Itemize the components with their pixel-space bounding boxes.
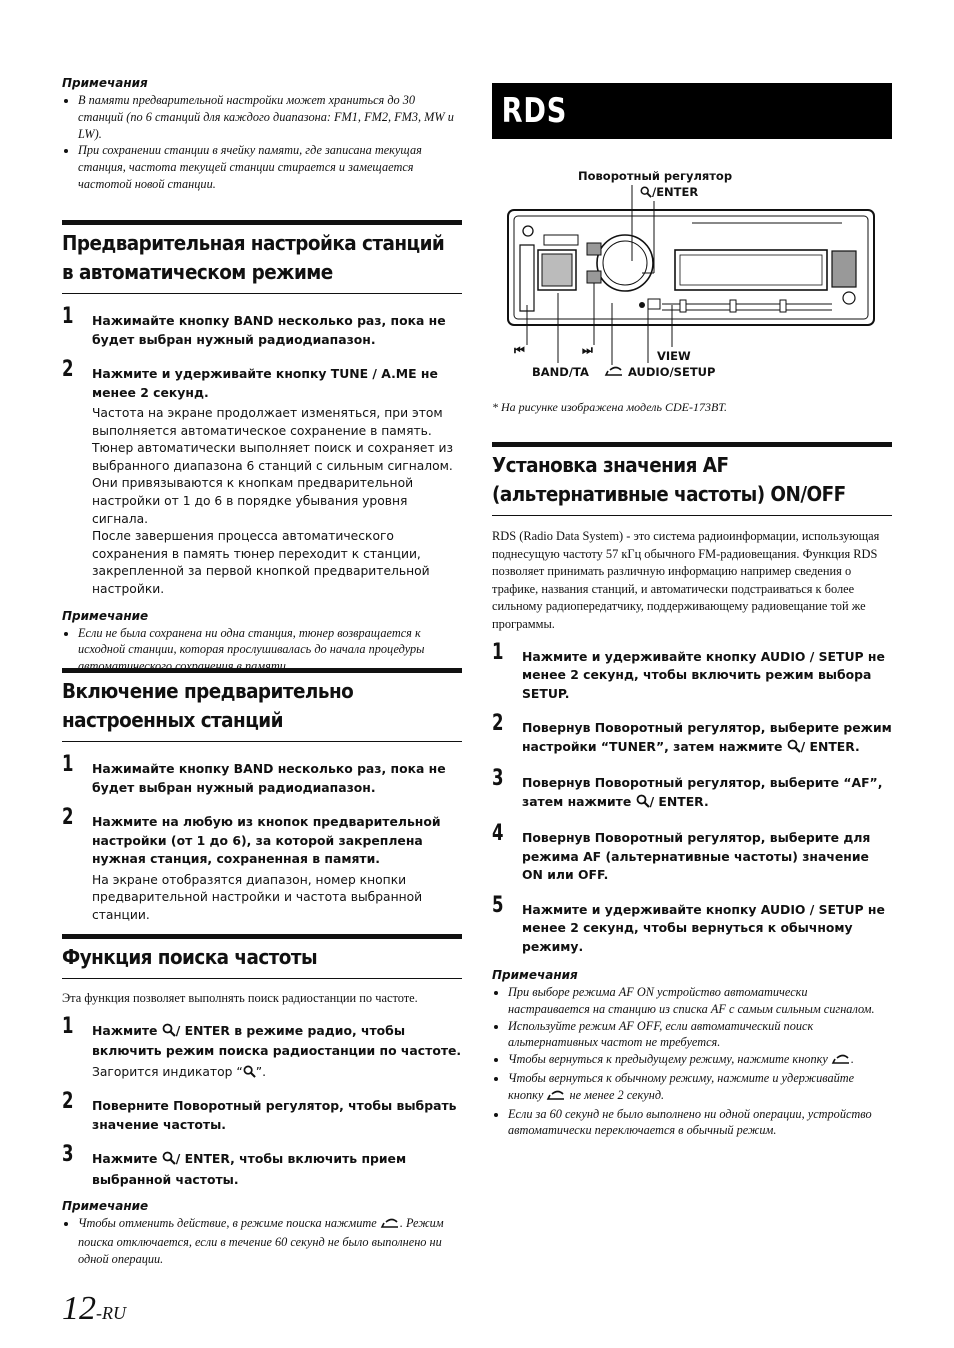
step-text: , выберите режим настройки “TUNER”, затем нажмите [522, 720, 892, 754]
note-list [492, 984, 892, 1139]
step-text: , чтобы включить прием выбранной частоты. [92, 1151, 407, 1187]
step-2 [62, 805, 462, 924]
note-list [62, 92, 462, 193]
step-text: не менее 2 секунд. [92, 366, 438, 400]
step-keyword: кнопок предварительной настройки (от 1 до 6) [92, 814, 441, 848]
note-list [62, 1215, 462, 1267]
step-2 [62, 357, 462, 599]
step-5 [492, 892, 892, 957]
step-text: несколько раз, пока не будет выбран нужный радиодиапазон. [92, 313, 446, 347]
search-icon [636, 794, 650, 814]
note-item: • В памяти предварительной настройки может храниться до 30 станций (по 6 станций для каждого диапазона: FM1, FM2, FM3, MW и LW). [78, 92, 462, 142]
step-1 [492, 639, 892, 704]
label-enter-text: /ENTER [652, 185, 699, 199]
step-detail [92, 1064, 462, 1084]
step-keyword: TUNE / A.ME [330, 366, 417, 381]
search-icon [162, 1023, 176, 1043]
step-text: Повернув [522, 775, 595, 791]
top-notes [62, 76, 462, 193]
section-af [492, 442, 892, 516]
step-number: 2 [62, 805, 74, 830]
auto-preset-steps [62, 304, 462, 675]
note-text: . [850, 1052, 854, 1067]
note-item: • Используйте режим AF OFF, если автоматический поиск альтернативных частот не требуется. [508, 1018, 892, 1052]
step-number: 1 [62, 1013, 74, 1039]
section-title: Функция поиска частоты [62, 945, 318, 969]
label-prev-track: ⏮ [514, 343, 525, 357]
step-text: , выберите для режима AF (альтернативные частоты) значение ON или OFF. [522, 830, 871, 883]
note-text: . Режим поиска отключается, если в течение 60 секунд не было выполнено ни одной операции. [78, 1216, 444, 1266]
rds-banner [492, 83, 892, 139]
step-keyword: / ENTER [800, 738, 856, 754]
step-text: Нажимайте кнопку [92, 761, 234, 776]
section-preset-recall [62, 668, 462, 742]
step-keyword: BAND [233, 761, 274, 776]
intro-paragraph: RDS (Radio Data System) - это система радиоинформации, использующая поднесущую частоту 57 кГц обычного FM-радиовещания. Функция RDS позволяет принимать различную информацию например сведения о трафике, названия станций, и автоматически подстраиваться к более сильному радиопередатчику, поддерживающему радиовещание той же программы. [492, 529, 880, 631]
note-title: Примечания [62, 76, 148, 90]
step-text: Нажмите и удерживайте кнопку [522, 901, 761, 917]
section-title: Установка значения AF (альтернативные частоты) ON/OFF [492, 453, 846, 506]
label-view: VIEW [657, 349, 691, 363]
step-keyword: BAND [233, 313, 274, 328]
page-number-suffix: -RU [96, 1303, 126, 1323]
preset-recall-steps [62, 752, 462, 924]
step-number: 3 [492, 766, 504, 792]
step-keyword: Поворотный регулятор [594, 830, 761, 846]
step-text: не менее 2 секунд, чтобы включить режим выбора SETUP. [522, 648, 885, 701]
search-icon [787, 739, 801, 759]
return-icon [831, 1053, 851, 1070]
step-3 [62, 1142, 462, 1189]
step-1 [62, 304, 462, 349]
step-1 [62, 752, 462, 797]
return-icon [604, 365, 624, 380]
section-header [62, 668, 462, 742]
note-item: • Если не была сохранена ни одна станция, тюнер возвращается к исходной станции, которая прослушивалась до начала процедуры автоматического сохранения в памяти. [78, 625, 462, 675]
step-3 [492, 766, 892, 813]
detail-text: Загорится индикатор “ [92, 1064, 243, 1079]
step-text: Повернув [522, 830, 595, 846]
freq-search-body [62, 990, 462, 1268]
note-text: Чтобы отменить действие, в режиме поиска нажмите [78, 1216, 380, 1231]
step-1 [62, 1013, 462, 1084]
step-text: в режиме радио, чтобы включить режим поиска радиостанции по частоте. [92, 1022, 462, 1059]
note-item [508, 1070, 892, 1106]
caption-text: * На рисунке изображена модель CDE-173BT. [492, 400, 728, 414]
step-number: 2 [492, 711, 504, 737]
search-icon [243, 1065, 256, 1084]
section-header [62, 934, 462, 979]
step-keyword: / ENTER [649, 793, 704, 809]
diagram-caption [492, 399, 892, 417]
section-header [492, 442, 892, 516]
section-header [62, 220, 462, 294]
note-text: не менее 2 секунд. [566, 1087, 665, 1102]
step-number: 4 [492, 821, 504, 847]
step-number: 1 [62, 752, 74, 777]
return-icon [546, 1089, 566, 1106]
section-freq-search [62, 934, 462, 979]
step-4 [492, 821, 892, 885]
page-number [62, 1290, 126, 1328]
step-text: Нажмите и удерживайте кнопку [522, 648, 761, 664]
intro-paragraph: Эта функция позволяет выполнять поиск радиостанции по частоте. [62, 991, 418, 1005]
step-detail: На экране отобразятся диапазон, номер кнопки предварительной настройки и частота выбранной станции. [92, 872, 423, 922]
step-text: Повернув [522, 720, 595, 736]
note-item: • При сохранении станции в ячейку памяти, где записана текущая станция, частота текущей станции стирается и замещается частотой новой станции. [78, 142, 462, 192]
step-text: . [703, 793, 709, 809]
step-2 [62, 1089, 462, 1134]
section-title: Предварительная настройка станций в автоматическом режиме [62, 231, 445, 284]
step-number: 5 [492, 892, 504, 918]
step-number: 2 [62, 357, 74, 382]
step-2 [492, 711, 892, 758]
note-item [78, 1215, 462, 1267]
note-text: Чтобы вернуться к обычному режиму, нажмите и удерживайте кнопку [508, 1071, 855, 1102]
step-text: Нажмите [92, 1022, 162, 1038]
return-icon [380, 1217, 400, 1234]
step-text: , чтобы выбрать значение частоты. [92, 1098, 457, 1132]
rds-title: RDS [501, 91, 568, 131]
step-keyword: / ENTER [175, 1022, 230, 1038]
note-title: Примечание [62, 608, 149, 623]
step-detail: Частота на экране продолжает изменяться, при этом выполняется автоматическое сохранение в память. Тюнер автоматически выполняет поиск и сохраняет из выбранного диапазона 6 станций с сильным сигналом. Они привязываются к кнопкам предварительной настройки от 1 до 6 в порядке убывания уровня сигнала. [92, 406, 454, 526]
label-audio-setup: AUDIO/SETUP [628, 365, 716, 379]
page-number-value: 12 [62, 1290, 96, 1327]
search-icon [162, 1151, 176, 1171]
note-title: Примечание [62, 1199, 149, 1214]
step-text: Нажмите на любую из [92, 814, 258, 829]
label-band-ta: BAND/TA [532, 365, 589, 379]
step-text: не менее 2 секунд, чтобы вернуться к обычному режиму. [522, 901, 885, 954]
step-number: 1 [62, 304, 74, 329]
note-text: Чтобы вернуться к предыдущему режиму, нажмите кнопку [508, 1052, 831, 1067]
step-number: 1 [492, 639, 504, 665]
detail-text: ”. [255, 1064, 266, 1079]
note-title: Примечания [492, 968, 578, 983]
step-text: , выберите “AF”, затем нажмите [522, 775, 883, 809]
step-keyword: AUDIO / SETUP [760, 648, 864, 664]
step-number: 3 [62, 1142, 74, 1168]
step-text: несколько раз, пока не будет выбран нужный радиодиапазон. [92, 761, 446, 795]
note-item [508, 1051, 892, 1070]
af-body [492, 528, 892, 1139]
step-text: . [855, 738, 860, 754]
note-item: • Если за 60 секунд не было выполнено ни одной операции, устройство автоматически переключается в обычный режим. [508, 1106, 892, 1140]
note-item: • При выборе режима AF ON устройство автоматически настраивается на станцию из списка AF с самым сильным сигналом. [508, 984, 892, 1018]
step-detail: После завершения процесса автоматического сохранения в память тюнер переходит к станции, закрепленной за первой кнопкой предварительной настройки. [92, 529, 430, 596]
step-text: , за которой закреплена нужная станция, сохраненная в памяти. [92, 832, 423, 866]
step-text: Нажимайте кнопку [92, 313, 234, 328]
step-keyword: AUDIO / SETUP [760, 901, 864, 917]
step-text: Нажмите и удерживайте кнопку [92, 366, 331, 381]
device-diagram [492, 165, 892, 395]
step-number: 2 [62, 1089, 74, 1115]
step-text: Нажмите [92, 1151, 162, 1167]
label-rotary-knob: Поворотный регулятор [578, 169, 733, 183]
step-keyword: / ENTER [175, 1151, 231, 1167]
head-unit-drawing [492, 165, 892, 395]
step-keyword: Поворотный регулятор [594, 720, 761, 736]
step-keyword: Поворотный регулятор [594, 775, 761, 791]
section-auto-preset [62, 220, 462, 294]
label-next-track: ⏭ [582, 343, 593, 357]
section-title: Включение предварительно настроенных станций [62, 679, 354, 732]
step-text: Поверните [92, 1098, 174, 1114]
step-keyword: Поворотный регулятор [173, 1098, 340, 1114]
